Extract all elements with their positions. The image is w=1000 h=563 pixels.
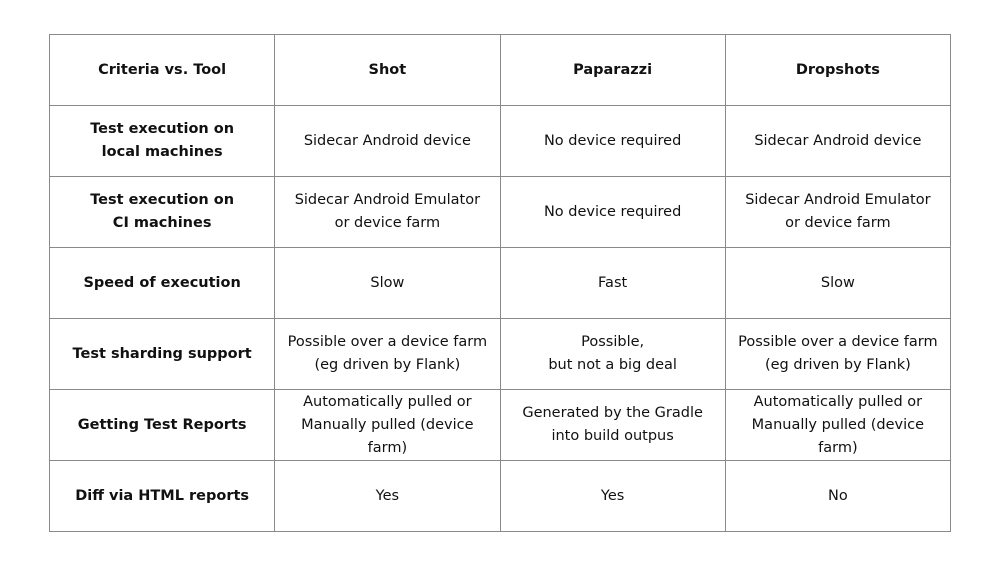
table-header-row [50,35,951,106]
paparazzi-cell: Yes [500,461,725,532]
row-criteria-cell: Test sharding support [50,319,275,390]
row-criteria-cell: Test execution on local machines [50,106,275,177]
dropshots-cell: Sidecar Android Emulator or device farm [725,177,950,248]
paparazzi-cell: No device required [500,106,725,177]
shot-cell: Sidecar Android Emulator or device farm [275,177,500,248]
paparazzi-cell: No device required [500,177,725,248]
table-row [50,390,951,461]
dropshots-cell: Slow [725,248,950,319]
table-row [50,106,951,177]
header-dropshots: Dropshots [725,35,950,106]
paparazzi-cell: Generated by the Gradle into build outpus [500,390,725,461]
row-criteria-cell: Diff via HTML reports [50,461,275,532]
header-shot: Shot [275,35,500,106]
table-row [50,177,951,248]
shot-cell: Automatically pulled or Manually pulled (device farm) [275,390,500,461]
row-criteria-cell: Getting Test Reports [50,390,275,461]
paparazzi-cell: Fast [500,248,725,319]
header-criteria: Criteria vs. Tool [50,35,275,106]
table-row [50,248,951,319]
header-paparazzi: Paparazzi [500,35,725,106]
shot-cell: Slow [275,248,500,319]
table-row [50,319,951,390]
dropshots-cell: Possible over a device farm (eg driven by Flank) [725,319,950,390]
dropshots-cell: Sidecar Android device [725,106,950,177]
row-criteria-cell: Test execution on CI machines [50,177,275,248]
row-criteria-cell: Speed of execution [50,248,275,319]
paparazzi-cell: Possible, but not a big deal [500,319,725,390]
shot-cell: Possible over a device farm (eg driven by Flank) [275,319,500,390]
dropshots-cell: No [725,461,950,532]
table-row [50,461,951,532]
dropshots-cell: Automatically pulled or Manually pulled (device farm) [725,390,950,461]
comparison-table [49,34,951,532]
shot-cell: Sidecar Android device [275,106,500,177]
shot-cell: Yes [275,461,500,532]
